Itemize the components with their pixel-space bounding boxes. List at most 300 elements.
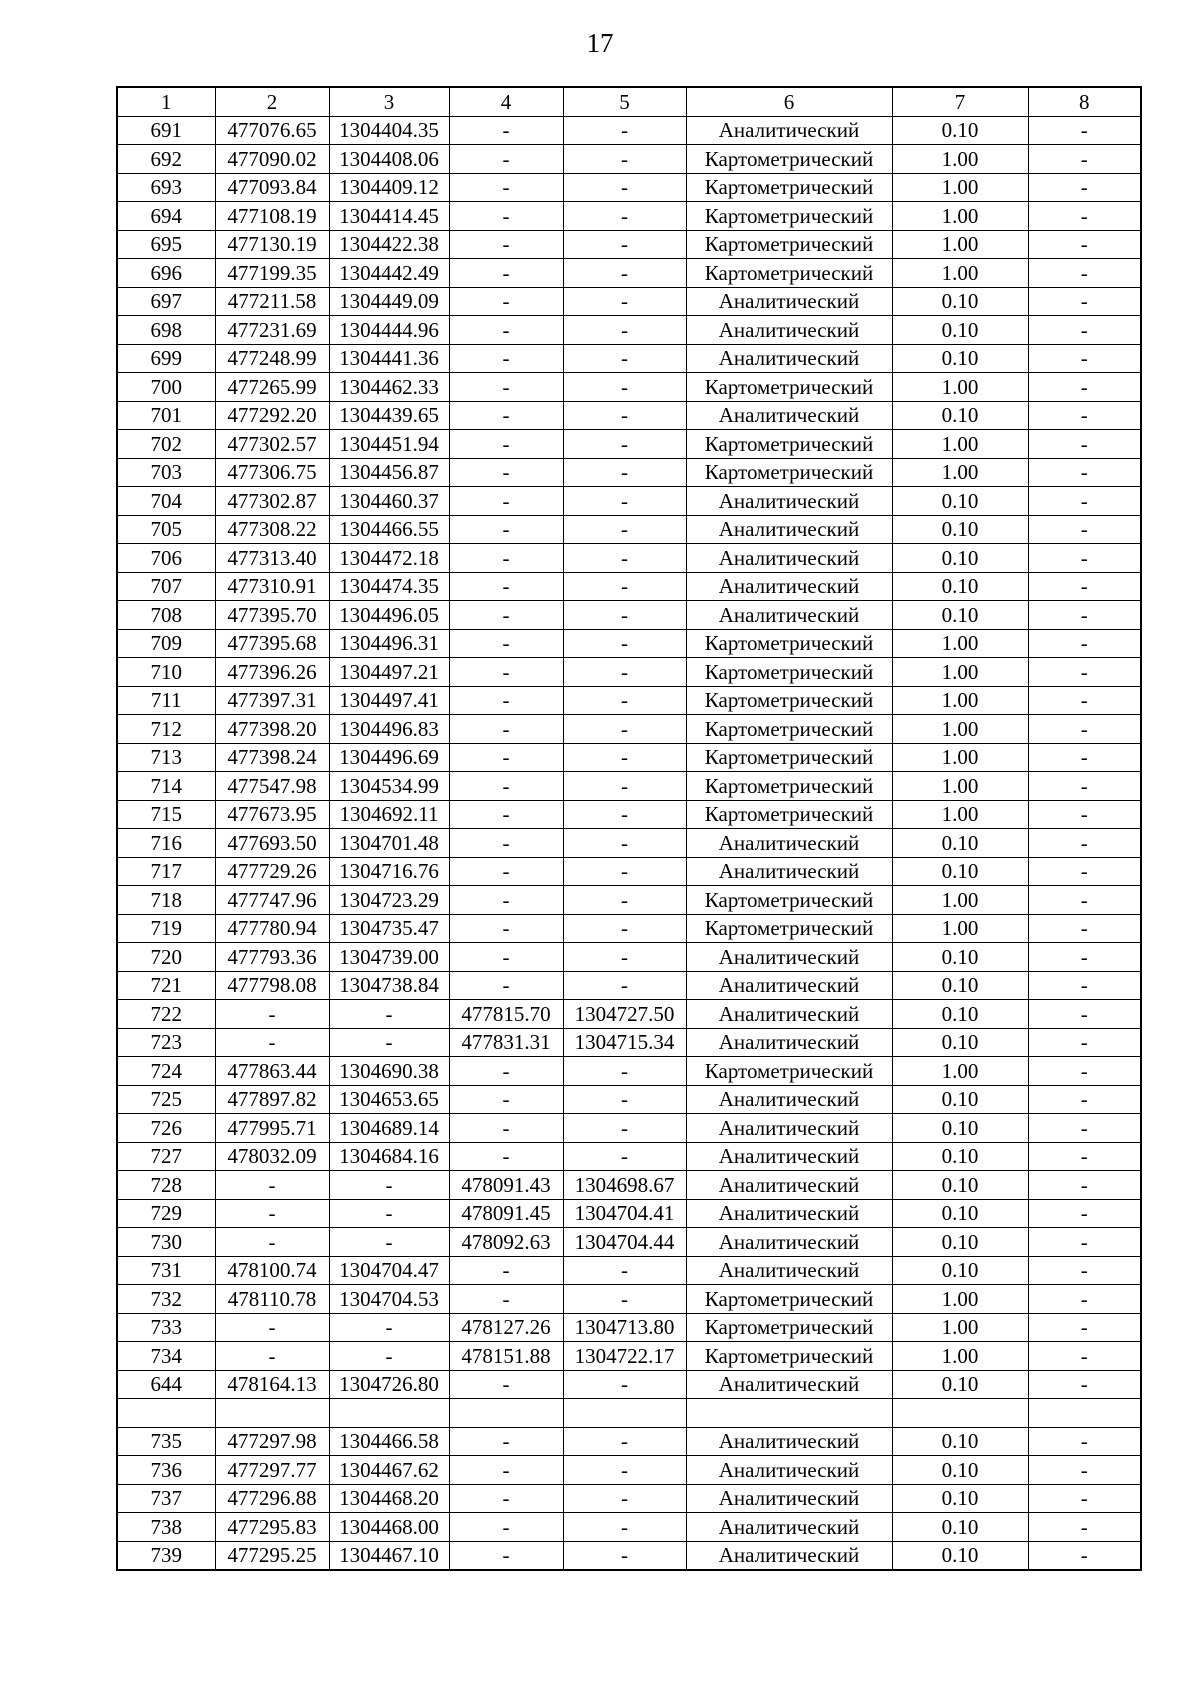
table-row [117,1171,1141,1200]
table-cell: 730 [117,1228,215,1257]
table-cell: - [1028,1541,1141,1570]
table-cell: 1304439.65 [329,401,449,430]
table-cell: - [449,1370,563,1399]
table-cell: - [449,857,563,886]
table-cell: - [1028,572,1141,601]
table-cell: - [1028,800,1141,829]
table-cell: - [1028,430,1141,459]
table-cell: - [449,230,563,259]
table-cell: 1304701.48 [329,829,449,858]
table-cell: 1304723.29 [329,886,449,915]
table-cell: 0.10 [892,116,1028,145]
table-cell: - [449,344,563,373]
column-header-2: 2 [215,87,329,116]
table-cell: Картометрический [686,743,892,772]
table-cell: - [563,1513,686,1542]
table-cell: - [563,1142,686,1171]
table-cell: 0.10 [892,1541,1028,1570]
table-cell: Картометрический [686,1342,892,1371]
table-cell: - [449,829,563,858]
table-cell: 0.10 [892,1171,1028,1200]
table-cell: - [449,487,563,516]
table-cell: 1.00 [892,1342,1028,1371]
table-row [117,886,1141,915]
table-cell: 726 [117,1114,215,1143]
table-cell [686,1399,892,1428]
table-cell: 477396.26 [215,658,329,687]
table-cell: - [449,572,563,601]
column-header-7: 7 [892,87,1028,116]
table-cell: - [1028,829,1141,858]
table-row [117,515,1141,544]
table-cell: 709 [117,629,215,658]
table-cell: - [449,686,563,715]
table-cell: 1304692.11 [329,800,449,829]
table-cell: 1304496.83 [329,715,449,744]
table-cell: 1.00 [892,772,1028,801]
table-cell: - [215,1199,329,1228]
table-cell: 0.10 [892,1000,1028,1029]
table-cell: 697 [117,287,215,316]
table-cell: 693 [117,173,215,202]
table-cell: 732 [117,1285,215,1314]
table-cell: 0.10 [892,1484,1028,1513]
table-cell: 478032.09 [215,1142,329,1171]
table-cell [1028,1399,1141,1428]
table-cell: - [449,601,563,630]
table-row [117,743,1141,772]
table-cell: - [1028,230,1141,259]
table-row [117,971,1141,1000]
table-cell: 477995.71 [215,1114,329,1143]
table-cell: - [449,971,563,1000]
table-cell: - [449,145,563,174]
table-cell: - [1028,658,1141,687]
table-cell: - [1028,971,1141,1000]
table-cell: - [1028,686,1141,715]
table-cell: - [563,116,686,145]
table-cell: - [563,373,686,402]
table-cell: 1304704.41 [563,1199,686,1228]
table-cell: 477547.98 [215,772,329,801]
table-cell: 1304468.20 [329,1484,449,1513]
table-cell: Аналитический [686,572,892,601]
table-cell: 738 [117,1513,215,1542]
table-cell: 0.10 [892,1513,1028,1542]
table-cell: 0.10 [892,829,1028,858]
table-cell: 0.10 [892,1427,1028,1456]
table-cell: 1304497.41 [329,686,449,715]
table-row [117,800,1141,829]
table-cell: - [563,173,686,202]
table-cell: 478092.63 [449,1228,563,1257]
table-cell: - [563,1456,686,1485]
table-cell: Картометрический [686,1285,892,1314]
table-cell: 705 [117,515,215,544]
table-cell: 715 [117,800,215,829]
table-cell: 477831.31 [449,1028,563,1057]
table-cell: Аналитический [686,544,892,573]
table-cell: 477798.08 [215,971,329,1000]
table-cell: - [563,1285,686,1314]
table-cell: 0.10 [892,1085,1028,1114]
table-cell: - [563,145,686,174]
table-row [117,145,1141,174]
table-cell: - [449,1114,563,1143]
table-cell: 710 [117,658,215,687]
table-row [117,1541,1141,1570]
table-cell [449,1399,563,1428]
table-row [117,1000,1141,1029]
table-cell: 477395.70 [215,601,329,630]
table-cell: 1304472.18 [329,544,449,573]
table-cell [563,1399,686,1428]
table-cell: - [563,686,686,715]
table-cell: 477398.24 [215,743,329,772]
table-cell: 477897.82 [215,1085,329,1114]
table-cell: Аналитический [686,487,892,516]
table-cell: 644 [117,1370,215,1399]
table-cell [329,1399,449,1428]
table-cell: - [1028,1456,1141,1485]
table-cell: - [449,1057,563,1086]
table-cell: 1304496.69 [329,743,449,772]
table-cell: - [1028,1370,1141,1399]
table-cell: Картометрический [686,458,892,487]
table-cell: - [1028,287,1141,316]
table-cell: - [563,1085,686,1114]
table-cell: - [1028,145,1141,174]
table-cell: 1304496.31 [329,629,449,658]
table-cell: 1304466.55 [329,515,449,544]
table-cell: 0.10 [892,515,1028,544]
table-cell: 1304449.09 [329,287,449,316]
table-cell: - [563,316,686,345]
table-cell: - [449,1456,563,1485]
table-cell: 1304684.16 [329,1142,449,1171]
table-cell: 477780.94 [215,914,329,943]
table-cell: 1.00 [892,173,1028,202]
table-cell: Аналитический [686,1370,892,1399]
table-cell: - [1028,487,1141,516]
table-cell: Аналитический [686,1142,892,1171]
table-cell: - [1028,1484,1141,1513]
table-cell: 1304462.33 [329,373,449,402]
table-cell: 701 [117,401,215,430]
table-cell: 723 [117,1028,215,1057]
table-cell: 722 [117,1000,215,1029]
table-cell: 1.00 [892,686,1028,715]
table-cell: - [563,1114,686,1143]
table-cell: - [563,857,686,886]
table-cell: 477108.19 [215,202,329,231]
table-cell: Аналитический [686,601,892,630]
table-cell: 1.00 [892,430,1028,459]
table-cell: 720 [117,943,215,972]
table-cell: 477265.99 [215,373,329,402]
table-cell: 0.10 [892,487,1028,516]
table-row [117,658,1141,687]
table-cell: 1.00 [892,145,1028,174]
table-cell: Картометрический [686,430,892,459]
table-cell: 1304735.47 [329,914,449,943]
table-row [117,173,1141,202]
table-cell: Картометрический [686,259,892,288]
table-cell: 1304722.17 [563,1342,686,1371]
table-cell: 0.10 [892,401,1028,430]
table-cell: 1304467.10 [329,1541,449,1570]
table-cell: 734 [117,1342,215,1371]
table-cell: 1.00 [892,373,1028,402]
table-cell: 0.10 [892,344,1028,373]
table-cell: - [1028,173,1141,202]
table-row [117,1256,1141,1285]
table-cell: 1.00 [892,1285,1028,1314]
table-cell: 724 [117,1057,215,1086]
table-cell: 477090.02 [215,145,329,174]
table-cell: 1.00 [892,202,1028,231]
table-cell: 1304408.06 [329,145,449,174]
table-cell: 1304422.38 [329,230,449,259]
table-cell: - [329,1313,449,1342]
table-row [117,1456,1141,1485]
table-cell [117,1399,215,1428]
table-cell: 1304653.65 [329,1085,449,1114]
table-row [117,772,1141,801]
table-cell: Аналитический [686,1000,892,1029]
table-cell: 478151.88 [449,1342,563,1371]
table-cell: 0.10 [892,287,1028,316]
table-cell: 1304409.12 [329,173,449,202]
table-cell: 478127.26 [449,1313,563,1342]
table-cell: 477310.91 [215,572,329,601]
table-cell: 695 [117,230,215,259]
table-cell: 725 [117,1085,215,1114]
table-cell: Картометрический [686,230,892,259]
table-cell: - [1028,1057,1141,1086]
table-cell: 0.10 [892,601,1028,630]
table-cell: - [1028,316,1141,345]
table-cell: 707 [117,572,215,601]
table-cell: Картометрический [686,686,892,715]
table-row [117,202,1141,231]
table-cell: Картометрический [686,658,892,687]
table-cell: 733 [117,1313,215,1342]
table-cell: 0.10 [892,572,1028,601]
table-cell: - [1028,544,1141,573]
table-cell: - [563,287,686,316]
table-cell: - [329,1199,449,1228]
table-cell: 0.10 [892,1199,1028,1228]
table-cell: - [449,800,563,829]
table-row [117,1484,1141,1513]
table-cell: 1304690.38 [329,1057,449,1086]
table-cell: 1.00 [892,743,1028,772]
table-cell: - [1028,743,1141,772]
table-cell: 477130.19 [215,230,329,259]
table-cell: 477793.36 [215,943,329,972]
table-cell: Аналитический [686,1028,892,1057]
table-cell: - [563,487,686,516]
table-cell: 727 [117,1142,215,1171]
table-cell: 477397.31 [215,686,329,715]
table-row [117,544,1141,573]
table-row [117,829,1141,858]
table-cell: - [329,1028,449,1057]
table-cell: 477199.35 [215,259,329,288]
table-cell: - [563,629,686,658]
table-cell: 1304441.36 [329,344,449,373]
table-cell: - [1028,1142,1141,1171]
table-cell: 717 [117,857,215,886]
table-cell: 1304704.44 [563,1228,686,1257]
table-cell: - [449,743,563,772]
table-row [117,487,1141,516]
table-cell: Аналитический [686,857,892,886]
table-cell: 714 [117,772,215,801]
column-header-5: 5 [563,87,686,116]
table-cell: - [449,1541,563,1570]
table-cell: - [449,1085,563,1114]
table-cell [215,1399,329,1428]
column-header-6: 6 [686,87,892,116]
table-cell: Картометрический [686,886,892,915]
table-row [117,316,1141,345]
table-cell: 1304713.80 [563,1313,686,1342]
table-cell: 0.10 [892,1456,1028,1485]
table-row [117,1228,1141,1257]
table-cell: Картометрический [686,202,892,231]
table-row [117,287,1141,316]
coordinates-table [116,86,1142,1571]
table-cell: 477729.26 [215,857,329,886]
table-cell: Аналитический [686,401,892,430]
table-row [117,430,1141,459]
table-cell: - [1028,116,1141,145]
table-cell: 477297.98 [215,1427,329,1456]
table-row [117,572,1141,601]
table-cell: - [449,401,563,430]
table-row [117,458,1141,487]
table-cell: - [1028,857,1141,886]
table-cell: 696 [117,259,215,288]
table-cell: - [449,1142,563,1171]
table-cell: - [563,401,686,430]
table-row [117,601,1141,630]
table-cell: 1304474.35 [329,572,449,601]
table-cell: - [449,173,563,202]
table-cell: Аналитический [686,1085,892,1114]
table-cell: - [449,943,563,972]
table-cell: 691 [117,116,215,145]
table-cell: Аналитический [686,1513,892,1542]
table-cell: Аналитический [686,1114,892,1143]
table-row [117,1114,1141,1143]
table-cell: - [563,1057,686,1086]
table-cell: 699 [117,344,215,373]
table-cell: 1304534.99 [329,772,449,801]
table-cell: 692 [117,145,215,174]
table-row [117,943,1141,972]
table-cell: Картометрический [686,1057,892,1086]
table-cell: Аналитический [686,316,892,345]
table-row [117,1057,1141,1086]
table-cell: 1304689.14 [329,1114,449,1143]
table-cell: - [215,1342,329,1371]
table-cell: 694 [117,202,215,231]
table-cell: 704 [117,487,215,516]
table-cell: - [1028,1342,1141,1371]
table-cell: - [563,743,686,772]
table-cell: 477308.22 [215,515,329,544]
table-cell: Аналитический [686,344,892,373]
table-cell: - [1028,914,1141,943]
table-cell: 739 [117,1541,215,1570]
table-header-row [117,87,1141,116]
table-cell: 1.00 [892,629,1028,658]
table-cell: - [215,1228,329,1257]
table-cell: 1304738.84 [329,971,449,1000]
table-row [117,686,1141,715]
table-row [117,1399,1141,1428]
table-cell: 0.10 [892,1142,1028,1171]
table-row [117,1285,1141,1314]
table-cell: - [449,259,563,288]
table-cell: Картометрический [686,1313,892,1342]
table-cell: Аналитический [686,1427,892,1456]
table-cell: - [563,943,686,972]
table-cell: - [563,658,686,687]
table-cell: - [1028,1256,1141,1285]
table-cell: Картометрический [686,800,892,829]
table-row [117,1342,1141,1371]
table-cell: - [1028,1285,1141,1314]
table-cell: - [1028,202,1141,231]
table-cell: 477076.65 [215,116,329,145]
table-cell: 1304456.87 [329,458,449,487]
table-cell: - [563,230,686,259]
table-cell: - [1028,259,1141,288]
table-cell: 721 [117,971,215,1000]
table-cell: 1304727.50 [563,1000,686,1029]
table-cell: 712 [117,715,215,744]
table-cell: - [1028,1228,1141,1257]
table-cell: 478110.78 [215,1285,329,1314]
table-cell: - [563,601,686,630]
table-cell: 477398.20 [215,715,329,744]
table-cell: - [1028,1427,1141,1456]
table-cell: 478091.45 [449,1199,563,1228]
table-cell: 477395.68 [215,629,329,658]
table-row [117,1199,1141,1228]
table-cell: - [563,1256,686,1285]
table-cell: 477231.69 [215,316,329,345]
table-row [117,116,1141,145]
column-header-4: 4 [449,87,563,116]
table-cell: - [449,1484,563,1513]
table-cell: 477093.84 [215,173,329,202]
table-cell: - [329,1000,449,1029]
table-cell: 477292.20 [215,401,329,430]
table-cell: Картометрический [686,715,892,744]
table-cell: 477248.99 [215,344,329,373]
table-cell: 1304442.49 [329,259,449,288]
table-cell: - [563,544,686,573]
table-cell: 478091.43 [449,1171,563,1200]
table-row [117,344,1141,373]
table-cell: Картометрический [686,145,892,174]
table-cell: - [449,1513,563,1542]
